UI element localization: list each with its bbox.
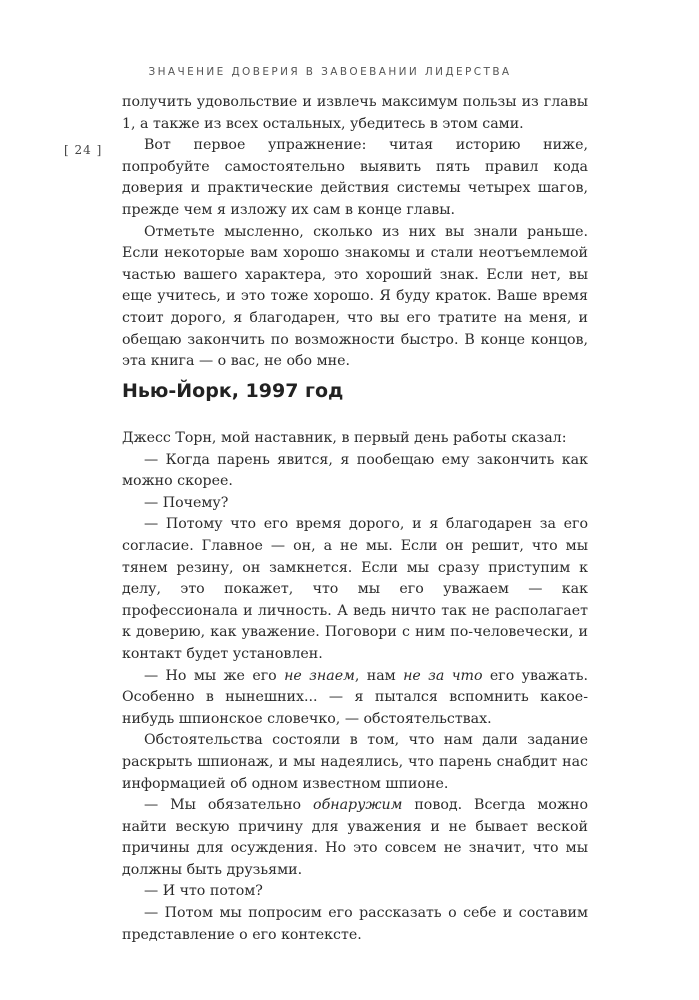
paragraph: Вот первое упражнение: читая историю ниже, попробуйте самостоятельно выявить пять правил кода доверия и практические действия системы четырех шагов, прежде чем я изложу их сам в конце главы. <box>122 137 588 218</box>
intro-text <box>122 92 588 373</box>
text-run: — Но мы же его <box>144 667 285 684</box>
text-run: , нам <box>354 667 404 684</box>
paragraph: Отметьте мысленно, сколько из них вы знали раньше. Если некоторые вам хорошо знакомы и стали неотъемлемой частью вашего характера, это хороший знак. Если нет, вы еще учитесь, и это тоже хорошо. Я буду краток. Ваше время стоит дорого, я благодарен, что вы его тратите на меня, и обещаю закончить по возможности быстро. В конце концов, эта книга — о вас, не обо мне. <box>122 223 588 370</box>
paragraph: получить удовольствие и извлечь максимум пользы из главы 1, а также из всех остальных, убедитесь в этом сами. <box>122 94 588 132</box>
emphasis: обнаружим <box>313 797 403 814</box>
paragraph <box>122 666 588 731</box>
paragraph: — Когда парень явится, я пообещаю ему закончить как можно скорее. <box>122 451 588 490</box>
paragraph: — И что потом? <box>144 883 263 900</box>
emphasis: не за что <box>403 667 483 684</box>
paragraph <box>122 795 588 881</box>
text-run: повод. Всегда можно найти вескую причину для уважения и не бывает веской причины для осуждения. Но это совсем не значит, что мы должны быть друзьями. <box>122 797 588 878</box>
paragraph: — Потому что его время дорого, и я благодарен за его согласие. Главное — он, а не мы. Если он решит, что мы тянем резину, он замкнется. Если мы сразу приступим к делу, это покажет, что мы его уважаем — как профессионала и личность. А ведь ничто так не располагает к доверию, как уважение. Поговори с ним по-человечески, и контакт будет установлен. <box>122 516 588 662</box>
paragraph: — Почему? <box>144 494 229 511</box>
story-text <box>122 428 588 946</box>
text-run: его уважать. Особенно в нынешних... — я пытался вспомнить какое-нибудь шпионское словечко, — обстоятельствах. <box>122 667 589 727</box>
paragraph: — Потом мы попросим его рассказать о себе и составим представление о его контексте. <box>122 905 588 943</box>
paragraph: Джесс Торн, мой наставник, в первый день работы сказал: <box>122 430 567 446</box>
running-head: ЗНАЧЕНИЕ ДОВЕРИЯ В ЗАВОЕВАНИИ ЛИДЕРСТВА <box>148 66 512 78</box>
paragraph: Обстоятельства состояли в том, что нам дали задание раскрыть шпионаж, и мы надеялись, что парень снабдит нас информацией об одном известном шпионе. <box>122 732 588 792</box>
page-number: [ 24 ] <box>64 143 103 157</box>
text-run: — Мы обязательно <box>144 797 314 814</box>
section-heading: Нью-Йорк, 1997 год <box>122 380 344 402</box>
emphasis: не знаем <box>284 667 355 684</box>
